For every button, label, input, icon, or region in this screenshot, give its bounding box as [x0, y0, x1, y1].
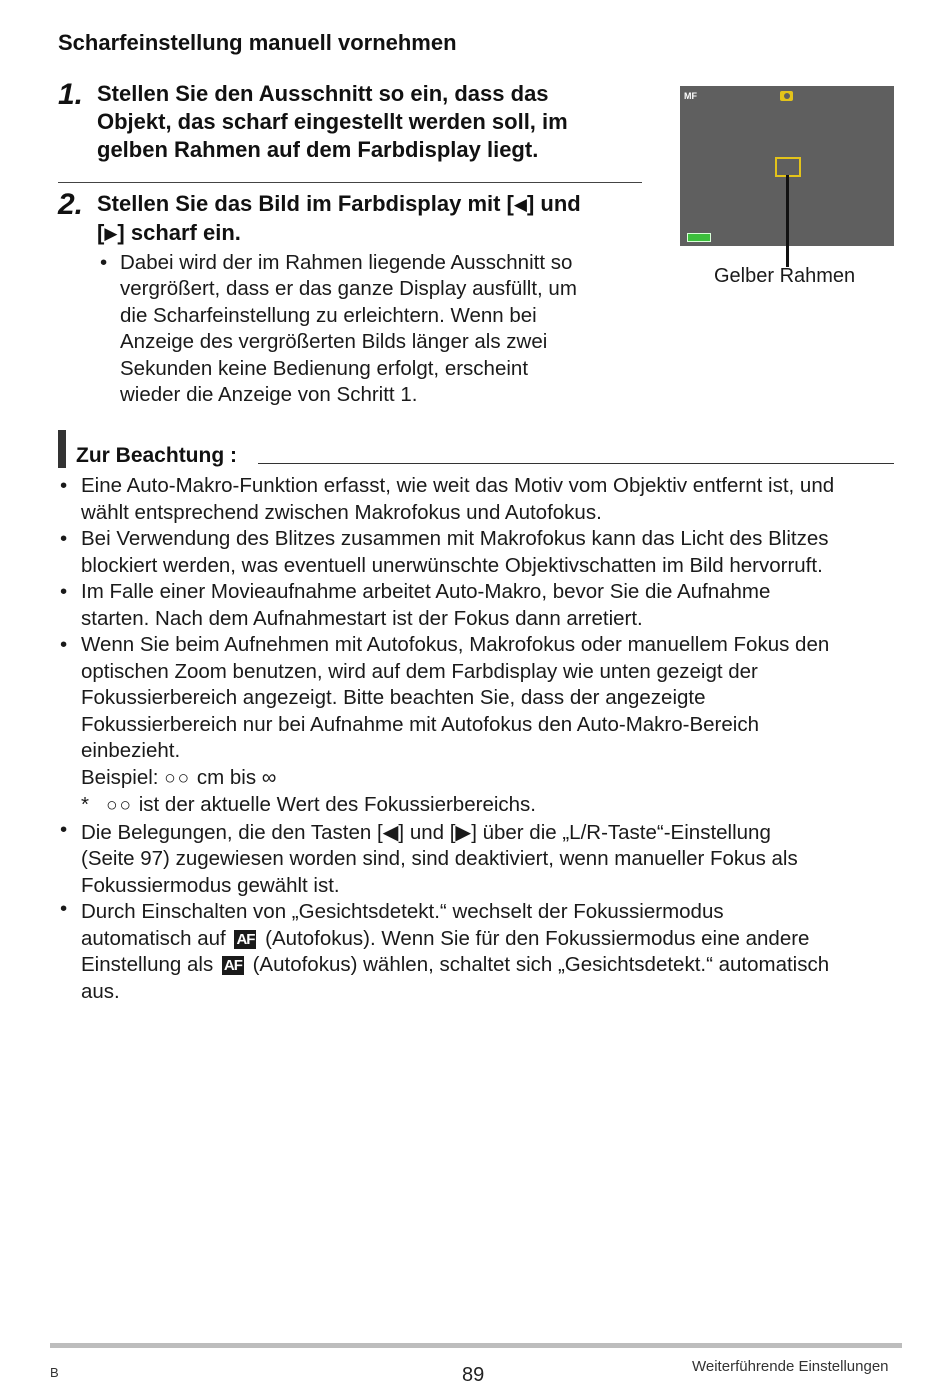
- af-icon: AF: [236, 930, 255, 948]
- step-2-text-part: ] und: [526, 191, 581, 216]
- example-label: Beispiel:: [81, 765, 159, 789]
- note-marker-bar: [58, 430, 66, 468]
- note-text-part: Die Belegungen, die den Tasten [: [81, 820, 383, 844]
- note-text-part: (Autofokus) wählen, schaltet sich „Gesichtsdetekt.“ automatisch: [252, 953, 830, 976]
- bullet-dot: •: [60, 527, 68, 550]
- bullet-line: Sekunden keine Bedienung erfolgt, erscheint: [120, 356, 529, 380]
- note-line-af: [81, 952, 834, 979]
- step-2-text: [97, 190, 581, 248]
- right-arrow-icon: ▶: [104, 224, 118, 243]
- note-body: [81, 473, 834, 1005]
- callout-label: Gelber Rahmen: [714, 265, 856, 287]
- page-number: 89: [462, 1364, 485, 1386]
- step-1-line: Stellen Sie den Ausschnitt so ein, dass das: [97, 81, 549, 106]
- note-text-part: Einstellung als: [81, 953, 214, 976]
- step-2-number: 2.: [58, 188, 84, 221]
- note-text-part: ] über die „L/R-Taste“-Einstellung: [471, 820, 771, 844]
- note-line: blockiert werden, was eventuell unerwünschte Objektivschatten im Bild hervorruft.: [81, 553, 823, 577]
- bullet-dot: •: [60, 474, 68, 497]
- footer-left-label: B: [50, 1365, 59, 1380]
- note-line: Im Falle einer Movieaufnahme arbeitet Auto-Makro, bevor Sie die Aufnahme: [81, 580, 771, 603]
- note-line-af: [81, 926, 834, 953]
- step-2-text-part: [: [97, 220, 105, 245]
- callout-line: [786, 175, 789, 267]
- bullet-dot: •: [60, 633, 68, 656]
- step-2-bullet-text: [120, 250, 577, 408]
- note-line: Bei Verwendung des Blitzes zusammen mit Makrofokus kann das Licht des Blitzes: [81, 527, 829, 550]
- footnote-line: [81, 792, 834, 820]
- note-line: optischen Zoom benutzen, wird auf dem Farbdisplay wie unten gezeigt der: [81, 659, 758, 683]
- step-1-line: gelben Rahmen auf dem Farbdisplay liegt.: [97, 137, 539, 162]
- chapter-title: Weiterführende Einstellungen: [692, 1358, 889, 1375]
- example-line: [81, 765, 834, 793]
- bullet-line: wieder die Anzeige von Schritt 1.: [120, 383, 418, 407]
- footnote-text: ist der aktuelle Wert des Fokussierbereichs.: [138, 793, 536, 816]
- note-line: Fokussierbereich angezeigt. Bitte beachten Sie, dass der angezeigte: [81, 686, 706, 709]
- right-arrow-icon: ▶: [455, 820, 472, 844]
- note-rule: [258, 463, 894, 464]
- mf-indicator: MF: [684, 91, 697, 101]
- left-arrow-icon: ◀: [513, 195, 527, 214]
- footnote-star: *: [81, 793, 89, 816]
- note-text-part: (Autofokus). Wenn Sie für den Fokussiermodus eine andere: [265, 926, 810, 950]
- note-line-keys: [81, 820, 834, 847]
- bullet-line: Anzeige des vergrößerten Bilds länger als zwei: [120, 330, 548, 354]
- step-1-line: Objekt, das scharf eingestellt werden soll, im: [97, 109, 568, 134]
- note-text-part: ] und [: [398, 820, 456, 844]
- bullet-dot: •: [60, 897, 68, 920]
- note-line: aus.: [81, 979, 120, 1003]
- note-title: Zur Beachtung :: [76, 444, 237, 467]
- example-range: cm bis ∞: [196, 765, 277, 789]
- step-1-number: 1.: [58, 78, 84, 111]
- left-arrow-icon: ◀: [382, 820, 399, 844]
- note-line: Fokussierbereich nur bei Aufnahme mit Autofokus den Auto-Makro-Bereich: [81, 712, 759, 736]
- note-line: (Seite 97) zugewiesen worden sind, sind deaktiviert, wenn manueller Fokus als: [81, 847, 798, 870]
- note-line: Eine Auto-Makro-Funktion erfasst, wie weit das Motiv vom Objektiv entfernt ist, und: [81, 474, 835, 497]
- step-2-text-part: ] scharf ein.: [117, 220, 241, 245]
- bullet-line: vergrößert, dass er das ganze Display ausfüllt, um: [120, 277, 577, 301]
- placeholder-circles: ○○: [106, 795, 134, 816]
- placeholder-circles: ○○: [164, 767, 192, 789]
- bullet-line: Dabei wird der im Rahmen liegende Ausschnitt so: [120, 251, 573, 274]
- bullet-dot: •: [60, 818, 68, 841]
- battery-icon: [687, 233, 711, 242]
- footer-rule: [50, 1343, 902, 1348]
- note-line: Durch Einschalten von „Gesichtsdetekt.“ wechselt der Fokussiermodus: [81, 900, 724, 923]
- yellow-focus-frame: [775, 157, 801, 177]
- step-2-text-part: Stellen Sie das Bild im Farbdisplay mit [: [97, 191, 514, 216]
- af-icon: AF: [223, 957, 242, 974]
- note-line: Fokussiermodus gewählt ist.: [81, 873, 340, 897]
- step-2-line-1: [97, 190, 581, 219]
- section-title: Scharfeinstellung manuell vornehmen: [58, 30, 457, 55]
- note-line: wählt entsprechend zwischen Makrofokus und Autofokus.: [81, 500, 602, 524]
- note-line: einbezieht.: [81, 739, 181, 762]
- note-text-part: automatisch auf: [81, 926, 226, 950]
- note-line: starten. Nach dem Aufnahmestart ist der Fokus dann arretiert.: [81, 606, 643, 630]
- bullet-dot: •: [100, 251, 108, 274]
- step-1-text: [97, 80, 568, 164]
- step-divider: [58, 182, 642, 183]
- bullet-line: die Scharfeinstellung zu erleichtern. Wenn bei: [120, 303, 537, 327]
- camera-icon: [780, 91, 793, 101]
- step-2-line-2: [97, 219, 581, 248]
- note-line: Wenn Sie beim Aufnehmen mit Autofokus, Makrofokus oder manuellem Fokus den: [81, 633, 830, 656]
- bullet-dot: •: [60, 580, 68, 603]
